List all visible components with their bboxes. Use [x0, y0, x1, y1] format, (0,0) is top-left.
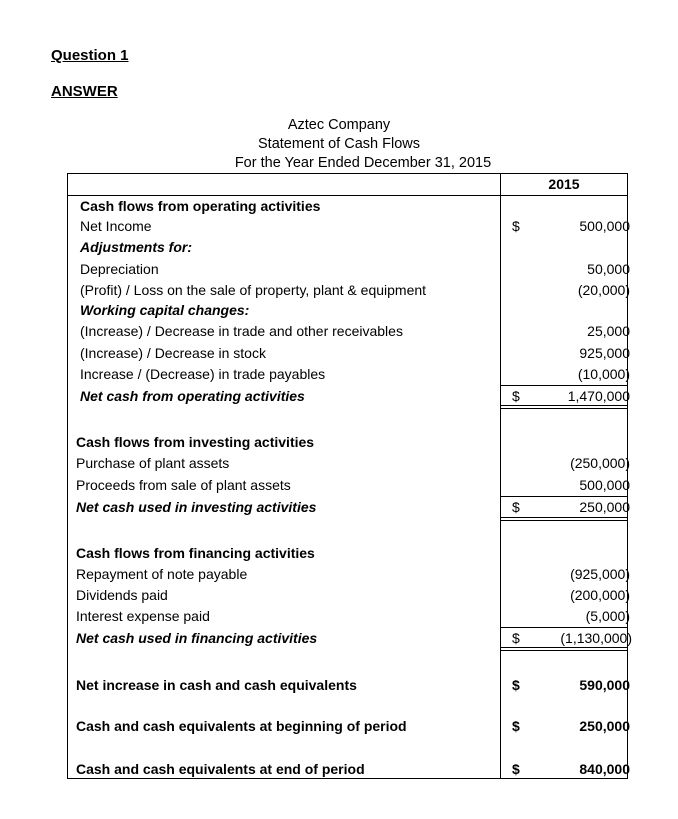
row-label: Cash and cash equivalents at end of period [76, 761, 365, 777]
row-amount: 925,000 [579, 345, 630, 361]
investing-heading-row [0, 432, 678, 452]
operating-heading-row [0, 196, 678, 216]
ending-cash-row [0, 759, 678, 779]
currency-symbol: $ [512, 761, 520, 777]
investing-total-line-2 [500, 520, 628, 521]
row-amount: (1,130,000) [560, 630, 632, 646]
currency-symbol: $ [512, 388, 520, 404]
dividends-row [0, 585, 678, 605]
row-label: Cash and cash equivalents at beginning of period [76, 718, 407, 734]
statement-title: Statement of Cash Flows [258, 136, 420, 152]
row-amount: 500,000 [579, 477, 630, 493]
repayment-row [0, 564, 678, 584]
row-label: Net cash from operating activities [80, 388, 305, 404]
investing-total-line-1 [500, 517, 628, 518]
row-label: (Increase) / Decrease in stock [80, 345, 266, 361]
net-income-row [0, 216, 678, 236]
row-amount: (5,000) [585, 608, 630, 624]
currency-symbol: $ [512, 218, 520, 234]
currency-symbol: $ [512, 718, 520, 734]
row-amount: (10,000) [577, 366, 630, 382]
net-investing-row [0, 497, 678, 517]
receivables-row [0, 321, 678, 341]
adjustments-heading: Adjustments for: [80, 239, 192, 255]
row-amount: 50,000 [587, 261, 630, 277]
row-label: Net increase in cash and cash equivalents [76, 677, 357, 693]
operating-heading: Cash flows from operating activities [80, 198, 321, 214]
row-amount: (20,000) [577, 282, 630, 298]
answer-heading: ANSWER [51, 83, 118, 100]
currency-symbol: $ [512, 499, 520, 515]
proceeds-row [0, 475, 678, 495]
row-label: Increase / (Decrease) in trade payables [80, 366, 326, 382]
statement-period: For the Year Ended December 31, 2015 [234, 155, 492, 171]
row-label: Repayment of note payable [76, 566, 248, 582]
purchase-row [0, 453, 678, 473]
row-label: Net cash used in investing activities [76, 499, 317, 515]
question-heading: Question 1 [51, 47, 129, 64]
adjustments-row [0, 237, 678, 257]
row-amount: (200,000) [570, 587, 630, 603]
interest-row [0, 606, 678, 626]
row-amount: 500,000 [579, 218, 630, 234]
financing-heading: Cash flows from financing activities [76, 545, 315, 561]
operating-total-line-2 [500, 408, 628, 409]
row-amount: 25,000 [587, 323, 630, 339]
beginning-cash-row [0, 716, 678, 736]
net-financing-row [0, 628, 678, 648]
currency-symbol: $ [512, 677, 520, 693]
row-label: Dividends paid [76, 587, 168, 603]
row-label: Proceeds from sale of plant assets [76, 477, 291, 493]
row-amount: (925,000) [570, 566, 630, 582]
row-amount: 590,000 [579, 677, 630, 693]
row-amount: 840,000 [579, 761, 630, 777]
company-name: Aztec Company [287, 117, 391, 133]
year-column-header: 2015 [548, 176, 580, 192]
profit-loss-row [0, 280, 678, 300]
row-amount: 1,470,000 [567, 388, 630, 404]
net-increase-row [0, 675, 678, 695]
row-label: Net Income [80, 218, 152, 234]
financing-total-line-2 [500, 650, 628, 651]
row-amount: 250,000 [579, 718, 630, 734]
row-label: Interest expense paid [76, 608, 210, 624]
currency-symbol: $ [512, 630, 520, 646]
payables-row [0, 364, 678, 384]
row-label: Purchase of plant assets [76, 455, 230, 471]
row-amount: 250,000 [579, 499, 630, 515]
net-operating-row [0, 386, 678, 406]
row-label: Net cash used in financing activities [76, 630, 318, 646]
working-capital-heading: Working capital changes: [80, 302, 250, 318]
row-label: (Increase) / Decrease in trade and other receivables [80, 323, 403, 339]
working-capital-row [0, 300, 678, 320]
investing-heading: Cash flows from investing activities [76, 434, 315, 450]
depreciation-row [0, 259, 678, 279]
row-label: Depreciation [80, 261, 159, 277]
financing-heading-row [0, 543, 678, 563]
stock-row [0, 343, 678, 363]
row-amount: (250,000) [570, 455, 630, 471]
row-label: (Profit) / Loss on the sale of property, plant & equipment [80, 282, 427, 298]
